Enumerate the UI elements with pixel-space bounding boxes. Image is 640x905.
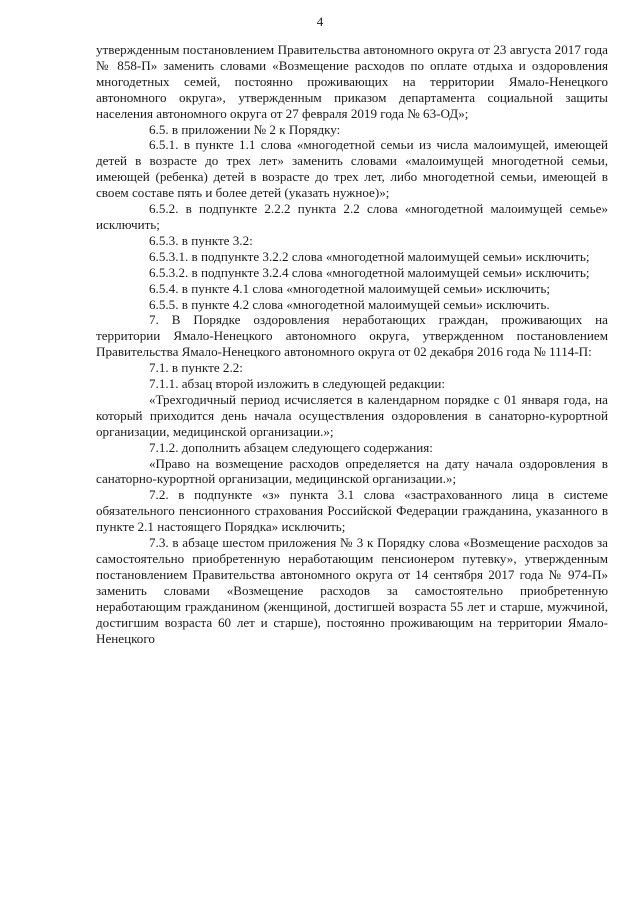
paragraph: 6.5.3.1. в подпункте 3.2.2 слова «многодетной малоимущей семьи» исключить; xyxy=(149,248,590,264)
paragraph: 6.5. в приложении № 2 к Порядку: xyxy=(149,121,341,137)
page-number: 4 xyxy=(316,14,324,29)
paragraph: 7. В Порядке оздоровления неработающих граждан, проживающих на территории Ямало-Ненецкого автономного округа, утвержденном постановлением Правительства Ямало-Ненецкого автономного округа от 02 декабря 2016 года № 1114-П: xyxy=(96,312,608,360)
document-body xyxy=(96,42,608,646)
paragraph: 7.1. в пункте 2.2: xyxy=(149,360,243,376)
paragraph: 6.5.3. в пункте 3.2: xyxy=(149,232,253,248)
paragraph: «Право на возмещение расходов определяется на дату начала оздоровления в санаторно-курортной организации, медицинской организации.»; xyxy=(96,455,608,487)
paragraph: 6.5.1. в пункте 1.1 слова «многодетной семьи из числа малоимущей, имеющей детей в возрасте до трех лет» заменить словами «малоимущей многодетной семьи, имеющей (ребенка) детей в возрасте до трех лет, либо многодетной семьи, имеющей в своем составе пять и более детей (указать нужное)»; xyxy=(96,137,608,201)
paragraph: «Трехгодичный период исчисляется в календарном порядке с 01 января года, на который приходится день начала осуществления оздоровления в санаторно-курортной организации, медицинской организации.»; xyxy=(96,391,608,439)
paragraph: 7.3. в абзаце шестом приложения № 3 к Порядку слова «Возмещение расходов за самостоятельно приобретенную неработающим пенсионером путевку», утвержденным постановлением Правительства автономного округа от 14 сентября 2017 года № 974-П» заменить словами «Возмещение расходов за самостоятельно приобретенную неработающим гражданином (женщиной, достигшей возраста 55 лет и старше, мужчиной, достигшим возраста 60 лет и старше), постоянно проживающим на территории Ямало-Ненецкого xyxy=(96,535,608,646)
paragraph: 6.5.3.2. в подпункте 3.2.4 слова «многодетной малоимущей семьи» исключить; xyxy=(149,264,590,280)
paragraph: 7.1.2. дополнить абзацем следующего содержания: xyxy=(149,439,433,455)
paragraph: утвержденным постановлением Правительства автономного округа от 23 августа 2017 года № 858-П» заменить словами «Возмещение расходов по оплате отдыха и оздоровления многодетных семей, постоянно проживающих на территории Ямало-Ненецкого автономного округа», утвержденным приказом департамента социальной защиты населения автономного округа от 27 февраля 2019 года № 63-ОД»; xyxy=(96,42,608,121)
paragraph: 7.1.1. абзац второй изложить в следующей редакции: xyxy=(149,376,446,392)
paragraph: 6.5.4. в пункте 4.1 слова «многодетной малоимущей семьи» исключить; xyxy=(149,280,551,296)
paragraph: 6.5.2. в подпункте 2.2.2 пункта 2.2 слова «многодетной малоимущей семье» исключить; xyxy=(96,201,608,232)
paragraph: 7.2. в подпункте «з» пункта 3.1 слова «застрахованного лица в системе обязательного пенсионного страхования Российской Федерации гражданина, указанного в пункте 2.1 настоящего Порядка» исключить; xyxy=(96,487,608,535)
paragraph: 6.5.5. в пункте 4.2 слова «многодетной малоимущей семьи» исключить. xyxy=(149,296,550,312)
